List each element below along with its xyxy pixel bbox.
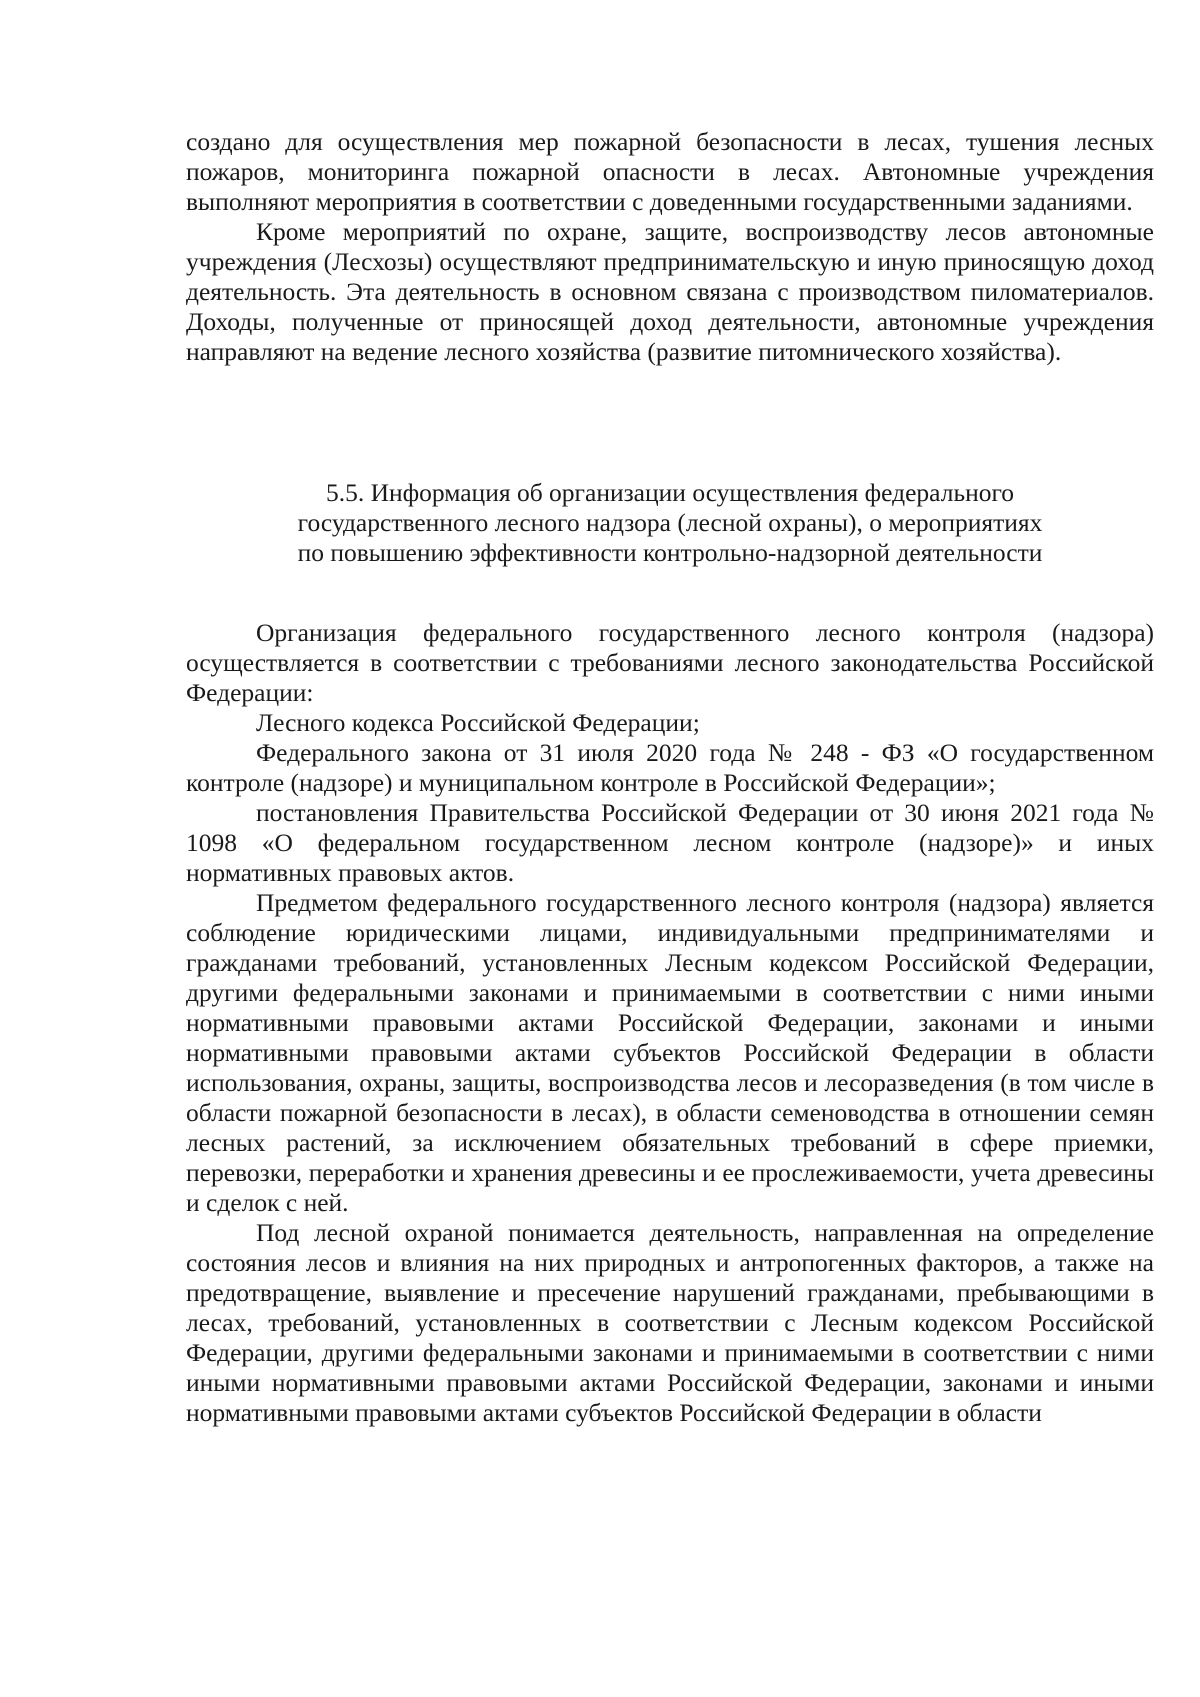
paragraph-federal-law-248: Федерального закона от 31 июля 2020 года № 248 - ФЗ «О государственном контроле (надзоре) и муниципальном контроле в Российской Федерации»; [186, 738, 1154, 797]
paragraph-forest-protection-definition: Под лесной охраной понимается деятельность, направленная на определение состояния лесов и влияния на них природных и антропогенных факторов, а также на предотвращение, выявление и пресечение нарушений гражданами, пребывающими в лесах, требований, установленных в соответствии с Лесным кодексом Российской Федерации, другими федеральными законами и принимаемыми в соответствии с ними иными нормативными правовыми актами Российской Федерации, законами и иными нормативными правовыми актами субъектов Российской Федерации в области [186, 1218, 1154, 1427]
body-text-block [186, 618, 1154, 1428]
paragraph-organization: Организация федерального государственного лесного контроля (надзора) осуществляется в соответствии с требованиями лесного законодательства Российской Федерации: [186, 618, 1154, 707]
section-heading-line-1: 5.5. Информация об организации осуществления федерального [325, 478, 1015, 507]
paragraph-government-resolution-1098: постановления Правительства Российской Федерации от 30 июня 2021 года № 1098 «О федеральном государственном лесном контроле (надзоре)» и иных нормативных правовых актов. [186, 798, 1154, 887]
paragraph-commercial-activity: Кроме мероприятий по охране, защите, воспроизводству лесов автономные учреждения (Лесхозы) осуществляют предпринимательскую и иную приносящую доход деятельность. Эта деятельность в основном связана с производством пиломатериалов. Доходы, полученные от приносящей доход деятельности, автономные учреждения направляют на ведение лесного хозяйства (развитие питомнического хозяйства). [186, 217, 1154, 366]
paragraph-fire-safety-continuation: создано для осуществления мер пожарной безопасности в лесах, тушения лесных пожаров, мониторинга пожарной опасности в лесах. Автономные учреждения выполняют мероприятия в соответствии с доведенными государственными заданиями. [186, 127, 1154, 216]
section-heading-line-2: государственного лесного надзора (лесной охраны), о мероприятиях [297, 508, 1043, 537]
top-text-block [186, 127, 1154, 367]
section-heading [186, 478, 1154, 568]
paragraph-subject-of-control: Предметом федерального государственного лесного контроля (надзора) является соблюдение юридическими лицами, индивидуальными предпринимателями и гражданами требований, установленных Лесным кодексом Российской Федерации, другими федеральными законами и принимаемыми в соответствии с ними иными нормативными правовыми актами Российской Федерации, законами и иными нормативными правовыми актами субъектов Российской Федерации в области использования, охраны, защиты, воспроизводства лесов и лесоразведения (в том числе в области пожарной безопасности в лесах), в области семеноводства в отношении семян лесных растений, за исключением обязательных требований в сфере приемки, перевозки, переработки и хранения древесины и ее прослеживаемости, учета древесины и сделок с ней. [186, 888, 1154, 1217]
section-heading-line-3: по повышению эффективности контрольно-надзорной деятельности [297, 538, 1043, 567]
paragraph-forest-code: Лесного кодекса Российской Федерации; [256, 708, 700, 737]
